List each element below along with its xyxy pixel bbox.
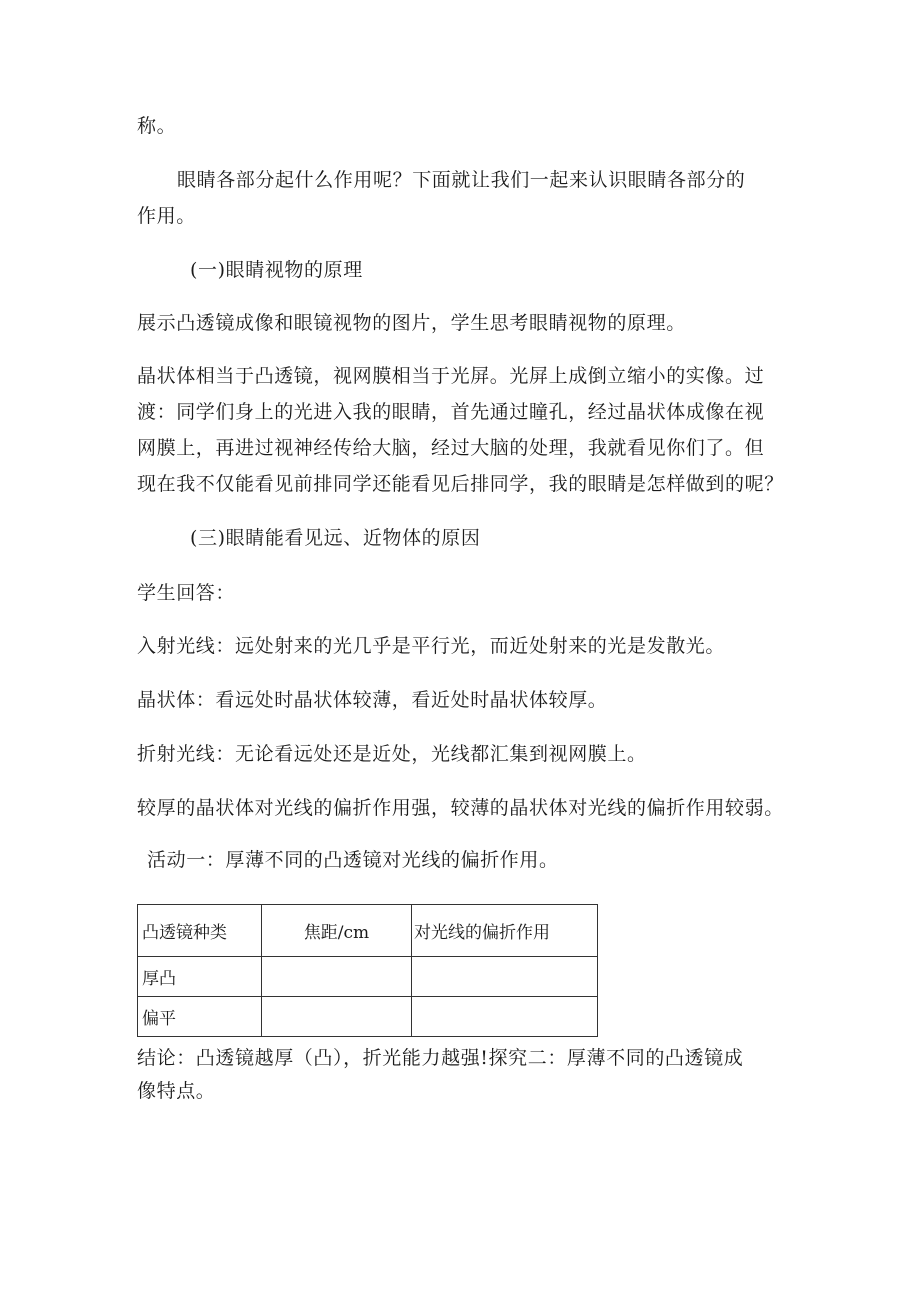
table-header-cell: 凸透镜种类: [138, 905, 262, 957]
table-cell: [262, 997, 412, 1037]
paragraph-line: 晶状体：看远处时晶状体较薄，看近处时晶状体较厚。: [137, 689, 608, 711]
table-row: [138, 997, 598, 1037]
paragraph-line: 渡：同学们身上的光进入我的眼睛，首先通过瞳孔，经过晶状体成像在视: [137, 401, 765, 423]
paragraph-line: 入射光线：远处射来的光几乎是平行光，而近处射来的光是发散光。: [137, 635, 726, 657]
paragraph-line: 学生回答：: [137, 582, 236, 604]
paragraph-line: 现在我不仅能看见前排同学还能看见后排同学，我的眼睛是怎样做到的呢？: [137, 473, 784, 495]
table-header-row: [138, 905, 598, 957]
table-header-cell: 焦距/cm: [262, 905, 412, 957]
paragraph-line: 展示凸透镜成像和眼镜视物的图片，学生思考眼睛视物的原理。: [137, 312, 686, 334]
table-row: [138, 957, 598, 997]
paragraph-line: 作用。: [137, 205, 196, 227]
lens-table: [137, 904, 598, 1037]
paragraph-line: 称。: [137, 115, 177, 137]
paragraph-line: 晶状体相当于凸透镜，视网膜相当于光屏。光屏上成倒立缩小的实像。过: [137, 365, 765, 387]
table-cell: [412, 957, 598, 997]
table-cell: 厚凸: [138, 957, 262, 997]
table-cell: [412, 997, 598, 1037]
section-heading: (三)眼睛能看见远、近物体的原因: [190, 527, 481, 549]
conclusion-line: 结论：凸透镜越厚（凸），折光能力越强!探究二：厚薄不同的凸透镜成: [137, 1047, 744, 1069]
paragraph-line: 较厚的晶状体对光线的偏折作用强，较薄的晶状体对光线的偏折作用较弱。: [137, 797, 784, 819]
table-header-cell: 对光线的偏折作用: [412, 905, 598, 957]
activity-heading: 活动一：厚薄不同的凸透镜对光线的偏折作用。: [147, 849, 559, 871]
section-heading: (一)眼睛视物的原理: [190, 259, 363, 281]
table-cell: [262, 957, 412, 997]
paragraph-line: 眼睛各部分起什么作用呢？下面就让我们一起来认识眼睛各部分的: [177, 169, 746, 191]
paragraph-line: 折射光线：无论看远处还是近处，光线都汇集到视网膜上。: [137, 743, 647, 765]
conclusion-line: 像特点。: [137, 1080, 216, 1102]
paragraph-line: 网膜上，再进过视神经传给大脑，经过大脑的处理，我就看见你们了。但: [137, 437, 765, 459]
table-cell: 偏平: [138, 997, 262, 1037]
